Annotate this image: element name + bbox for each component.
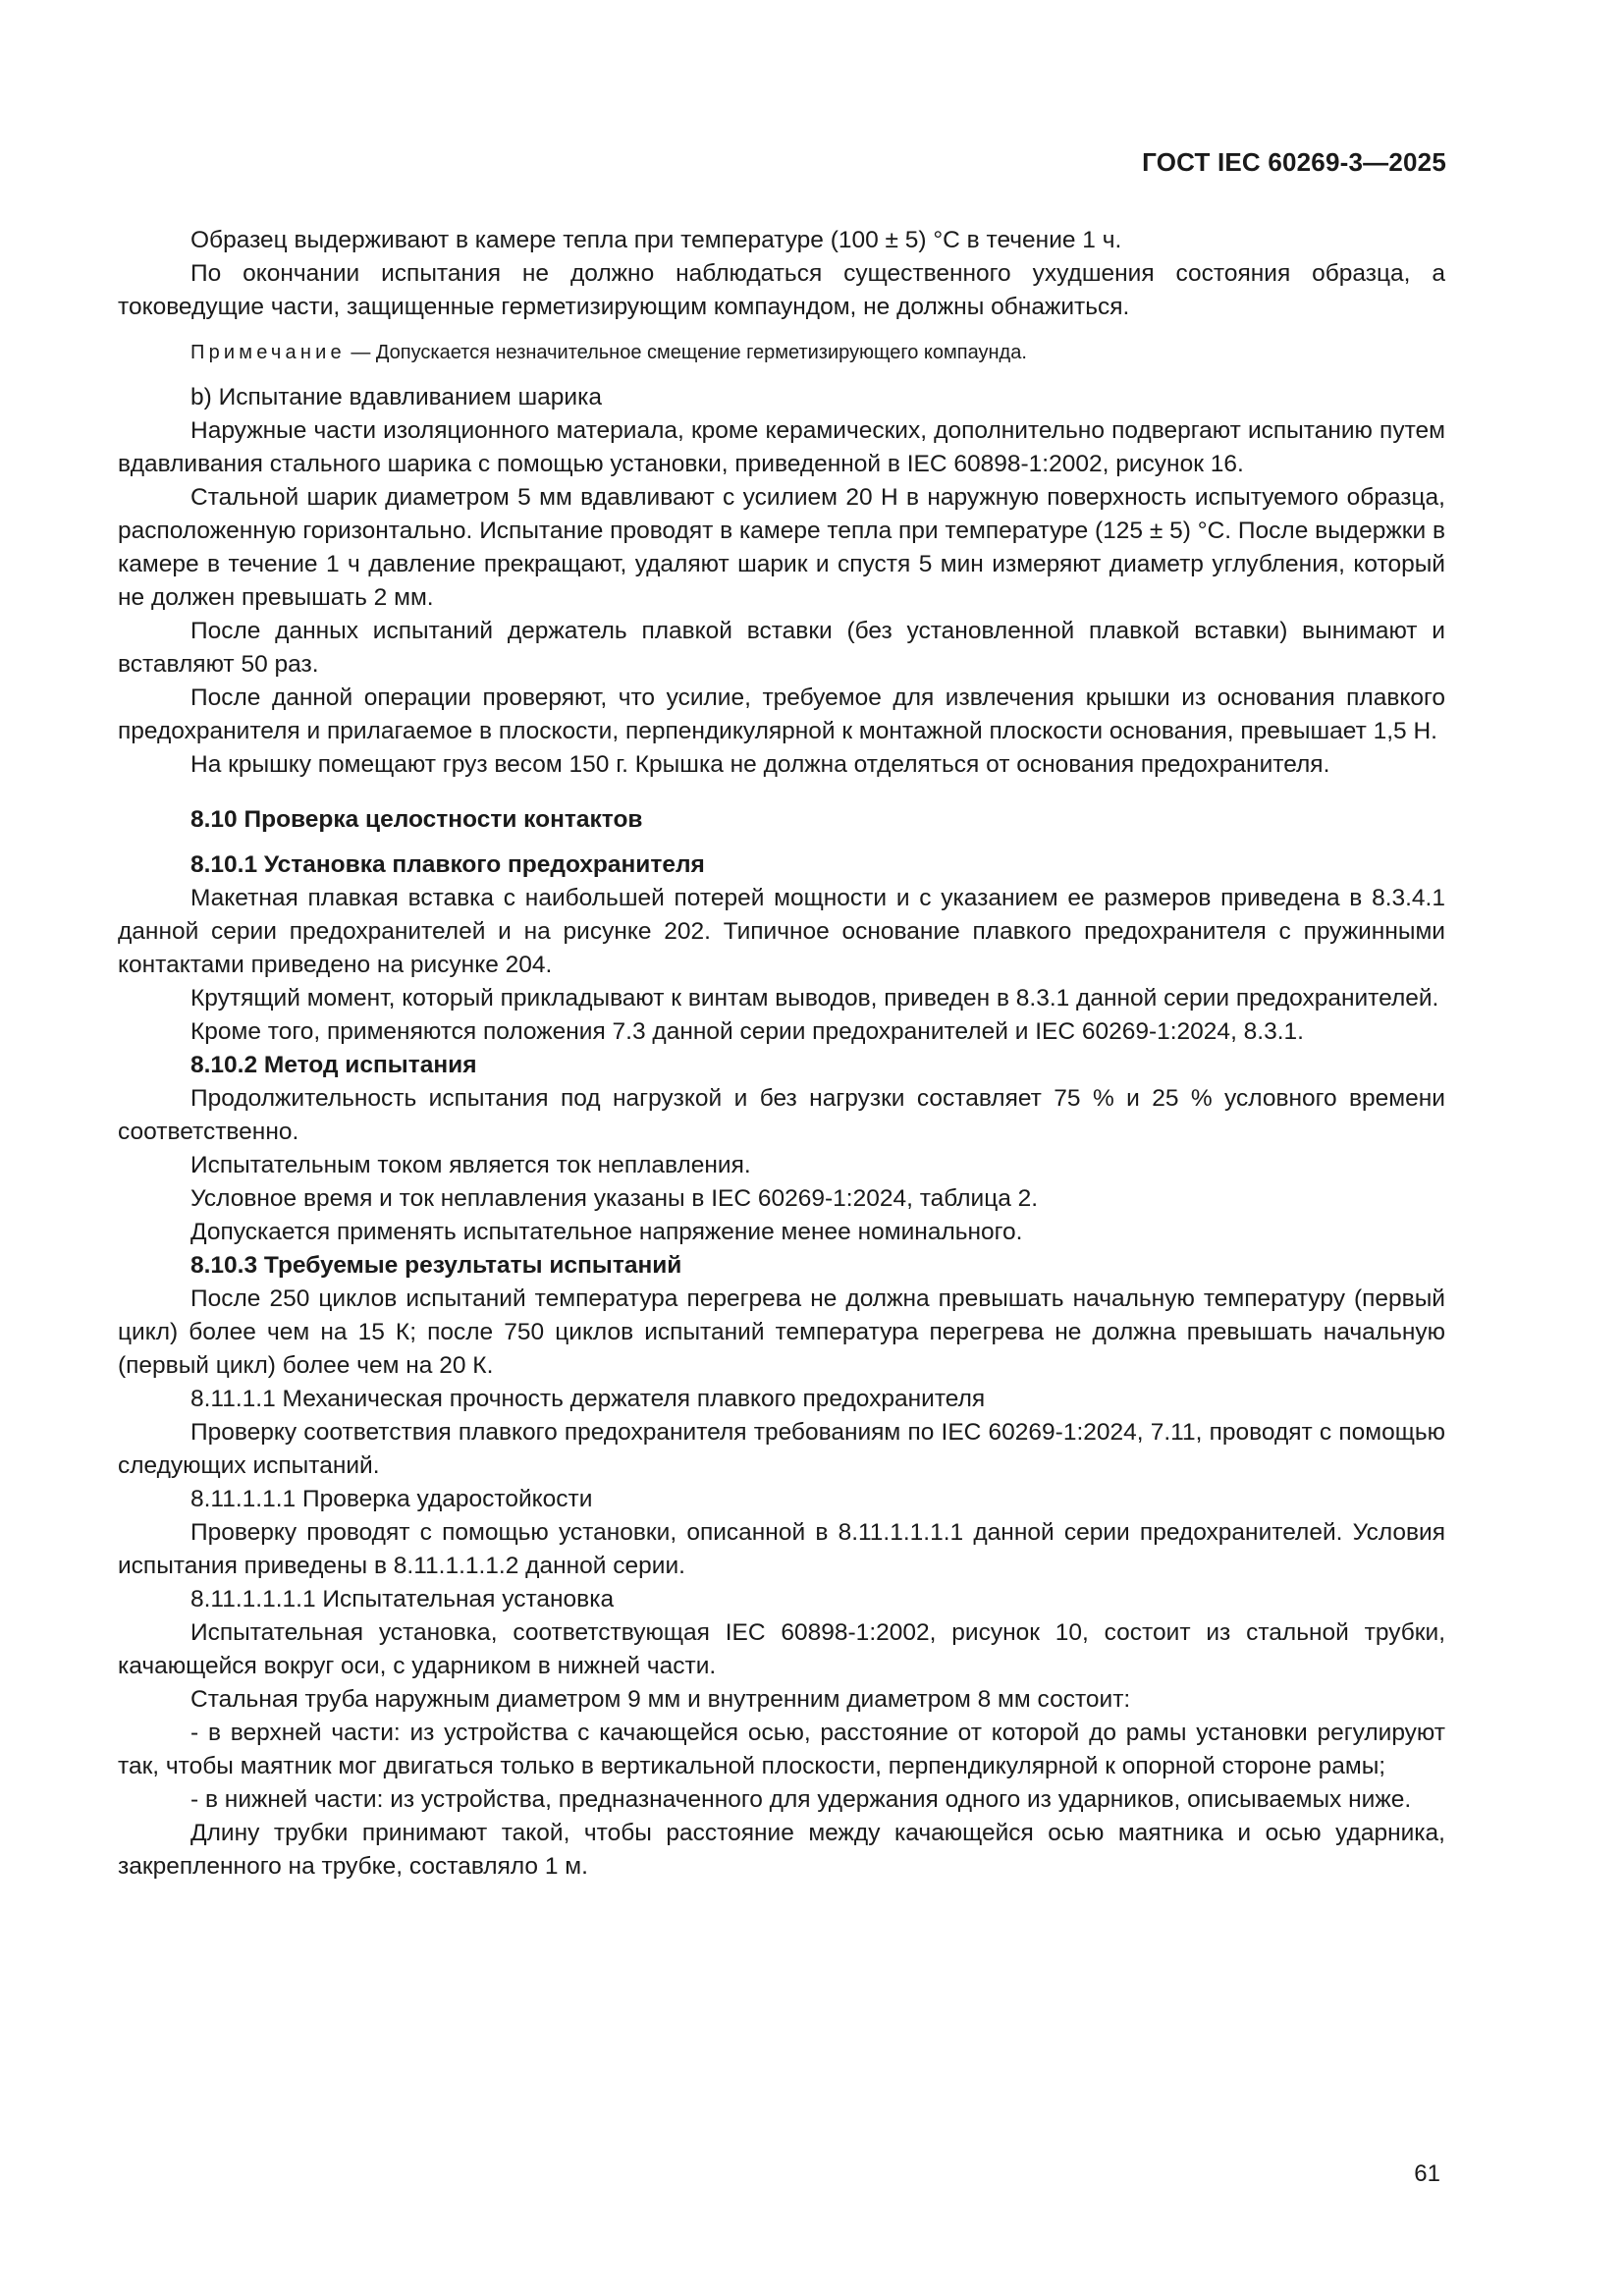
clause-title: 8.11.1.1.1 Проверка ударостойкости [190,1486,593,1512]
clause-title: 8.11.1.1 Механическая прочность держателя плавкого предохранителя [190,1386,986,1412]
paragraph: Наружные части изоляционного материала, кроме керамических, дополнительно подвергают испытанию путем вдавливания стального шарика с помощью установки, приведенной в IEC 60898-1:2002, рисунок 16. [118,417,1445,477]
paragraph: После 250 циклов испытаний температура перегрева не должна превышать начальную температуру (первый цикл) более чем на 15 К; после 750 циклов испытаний температура перегрева не должна превышать начальную (первый цикл) более чем на 20 К. [118,1285,1445,1379]
paragraph: Продолжительность испытания под нагрузкой и без нагрузки составляет 75 % и 25 % условного времени соответственно. [118,1085,1445,1145]
note [118,338,1445,367]
paragraph: Макетная плавкая вставка с наибольшей потерей мощности и с указанием ее размеров приведена в 8.3.4.1 данной серии предохранителей и на рисунке 202. Типичное основание плавкого предохранителя с пружинными контактами приведено на рисунке 204. [118,885,1445,978]
paragraph: Испытательным током является ток неплавления. [190,1152,751,1178]
note-text: — Допускается незначительное смещение герметизирующего компаунда. [345,342,1027,363]
paragraph: Испытательная установка, соответствующая IEC 60898-1:2002, рисунок 10, состоит из стальной трубки, качающейся вокруг оси, с ударником в нижней части. [118,1619,1445,1679]
paragraph: После данных испытаний держатель плавкой вставки (без установленной плавкой вставки) вынимают и вставляют 50 раз. [118,618,1445,678]
page-number: 61 [1414,2160,1440,2187]
paragraph: Стальной шарик диаметром 5 мм вдавливают с усилием 20 Н в наружную поверхность испытуемого образца, расположенную горизонтально. Испытание проводят в камере тепла при температуре (125 ± 5) °С. После выдержки в камере в течение 1 ч давление прекращают, удаляют шарик и спустя 5 мин измеряют диаметр углубления, который не должен превышать 2 мм. [118,484,1445,611]
paragraph: По окончании испытания не должно наблюдаться существенного ухудшения состояния образца, а токоведущие части, защищенные герметизирующим компаундом, не должны обнажиться. [118,260,1445,320]
list-item: - в верхней части: из устройства с качающейся осью, расстояние от которой до рамы установки регулируют так, чтобы маятник мог двигаться только в вертикальной плоскости, перпендикулярной к опорной стороне рамы; [118,1720,1445,1779]
paragraph: Крутящий момент, который прикладывают к винтам выводов, приведен в 8.3.1 данной серии предохранителей. [190,985,1439,1011]
section-heading-8-10: 8.10 Проверка целостности контактов [190,806,643,833]
page-body [118,224,1445,1884]
section-heading-8-10-3: 8.10.3 Требуемые результаты испытаний [190,1252,682,1279]
paragraph: Условное время и ток неплавления указаны в IEC 60269-1:2024, таблица 2. [190,1185,1039,1212]
paragraph: Образец выдерживают в камере тепла при температуре (100 ± 5) °С в течение 1 ч. [190,227,1122,253]
list-item-heading: b) Испытание вдавливанием шарика [190,384,602,410]
list-item: - в нижней части: из устройства, предназначенного для удержания одного из ударников, описываемых ниже. [190,1786,1412,1813]
paragraph: Допускается применять испытательное напряжение менее номинального. [190,1219,1023,1245]
section-heading-8-10-1: 8.10.1 Установка плавкого предохранителя [190,851,705,878]
paragraph: На крышку помещают груз весом 150 г. Крышка не должна отделяться от основания предохранителя. [190,751,1330,778]
note-label: Примечание [190,342,346,363]
paragraph: Длину трубки принимают такой, чтобы расстояние между качающейся осью маятника и осью ударника, закрепленного на трубке, составляло 1 м. [118,1820,1445,1880]
paragraph: Стальная труба наружным диаметром 9 мм и внутренним диаметром 8 мм состоит: [190,1686,1131,1713]
section-heading-8-10-2: 8.10.2 Метод испытания [190,1052,477,1078]
paragraph: Проверку проводят с помощью установки, описанной в 8.11.1.1.1.1 данной серии предохранителей. Условия испытания приведены в 8.11.1.1.1.2 данной серии. [118,1519,1445,1579]
paragraph: После данной операции проверяют, что усилие, требуемое для извлечения крышки из основания плавкого предохранителя и прилагаемое в плоскости, перпендикулярной к монтажной плоскости основания, превышает 1,5 Н. [118,684,1445,744]
paragraph: Кроме того, применяются положения 7.3 данной серии предохранителей и IEC 60269-1:2024, 8.3.1. [190,1018,1304,1045]
clause-title: 8.11.1.1.1.1 Испытательная установка [190,1586,615,1613]
paragraph: Проверку соответствия плавкого предохранителя требованиям по IEC 60269-1:2024, 7.11, проводят с помощью следующих испытаний. [118,1419,1445,1479]
standard-header: ГОСТ IEC 60269-3—2025 [1142,147,1446,177]
